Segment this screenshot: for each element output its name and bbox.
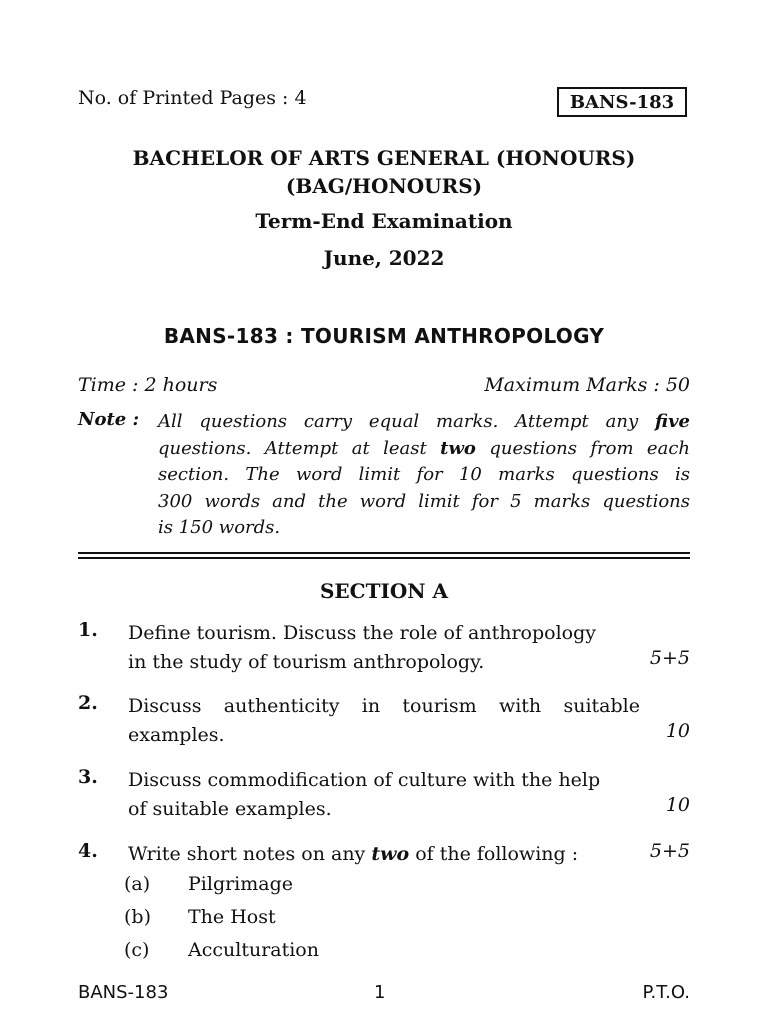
- exam-name: Term-End Examination: [255, 209, 513, 233]
- note-emphasis: two: [440, 437, 476, 459]
- question-1: [78, 619, 690, 677]
- footer-page-number: 1: [374, 982, 386, 1003]
- question-text-segment: Write short notes on any: [128, 843, 372, 865]
- question-number: 2.: [78, 692, 98, 714]
- printed-pages-count: No. of Printed Pages : 4: [78, 87, 307, 109]
- question-text: [128, 840, 640, 869]
- option-a: [124, 873, 293, 895]
- divider-rule-bottom: [78, 557, 690, 559]
- option-b: [124, 906, 276, 928]
- question-line: examples.: [128, 723, 225, 746]
- exam-date: June, 2022: [323, 246, 445, 270]
- question-marks: 5+5: [649, 647, 690, 669]
- question-2: [78, 692, 690, 750]
- option-text: The Host: [188, 906, 276, 928]
- note-emphasis: five: [655, 411, 690, 432]
- question-line: Discuss authenticity in tourism with suitable: [128, 695, 640, 717]
- course-title: BANS-183 : TOURISM ANTHROPOLOGY: [163, 324, 605, 348]
- note-text-segment: questions from each: [475, 437, 690, 459]
- option-c: [124, 939, 319, 961]
- question-line: Discuss commodification of culture with the help: [128, 769, 601, 791]
- section-heading: SECTION A: [319, 579, 449, 603]
- option-label: (b): [124, 906, 151, 928]
- maximum-marks: Maximum Marks : 50: [484, 374, 690, 396]
- exam-meta-row: [78, 374, 690, 396]
- question-text: [128, 766, 640, 823]
- programme-title: BACHELOR OF ARTS GENERAL (HONOURS): [132, 146, 636, 170]
- note-line: 300 words and the word limit for 5 marks questions: [158, 490, 690, 512]
- question-3: [78, 766, 690, 824]
- note-line: [158, 409, 690, 436]
- note-text-segment: questions. Attempt at least: [158, 437, 441, 459]
- question-line: [128, 840, 640, 869]
- question-line: Define tourism. Discuss the role of anthropology: [128, 622, 596, 644]
- divider-rule-top: [78, 552, 690, 554]
- note-line: section. The word limit for 10 marks questions is: [158, 464, 690, 485]
- option-label: (a): [124, 873, 151, 895]
- time-allowed: Time : 2 hours: [78, 374, 218, 396]
- question-number: 3.: [78, 766, 98, 788]
- note-label: Note :: [78, 409, 140, 430]
- option-label: (c): [124, 939, 150, 961]
- question-number: 1.: [78, 619, 98, 641]
- paper-code-box: BANS-183: [557, 87, 687, 117]
- footer-paper-code: BANS-183: [78, 982, 169, 1003]
- question-emphasis: two: [371, 843, 410, 865]
- note-line: [158, 436, 690, 463]
- question-4: [78, 840, 690, 870]
- question-line: of suitable examples.: [128, 797, 332, 820]
- question-text: [128, 692, 640, 749]
- question-marks: 10: [665, 720, 690, 742]
- question-marks: 10: [665, 794, 690, 816]
- option-text: Pilgrimage: [188, 873, 294, 895]
- programme-abbreviation: (BAG/HONOURS): [285, 174, 483, 198]
- question-text-segment: of the following :: [409, 843, 579, 865]
- option-text: Acculturation: [188, 939, 319, 961]
- question-text: [128, 619, 640, 676]
- question-line: in the study of tourism anthropology.: [128, 650, 485, 673]
- footer-pto: P.T.O.: [642, 982, 690, 1003]
- note-line: is 150 words.: [158, 517, 281, 538]
- question-number: 4.: [78, 840, 98, 862]
- instructions-note: [78, 409, 690, 542]
- note-text-segment: All questions carry equal marks. Attempt any: [158, 411, 655, 432]
- note-text: [158, 409, 690, 542]
- question-marks: 5+5: [649, 840, 690, 862]
